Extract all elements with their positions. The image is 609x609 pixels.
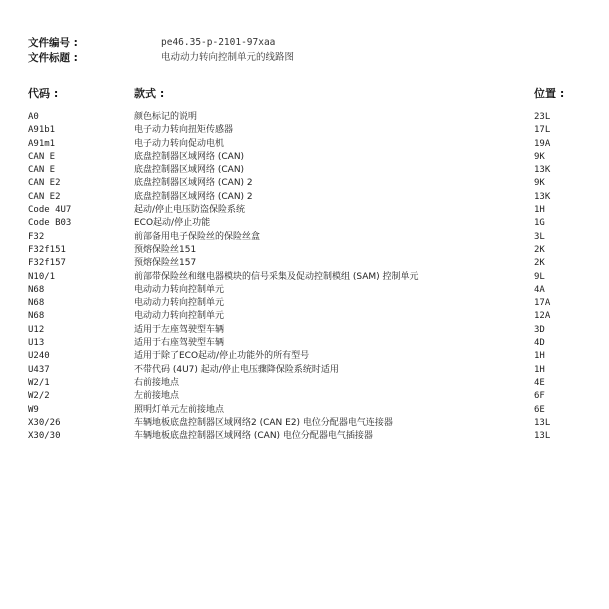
row-position: 3D — [534, 324, 545, 335]
row-description: 底盘控制器区域网络 (CAN) 2 — [134, 178, 253, 189]
row-description: 电动动力转向控制单元 — [134, 284, 225, 295]
row-description: 预熔保险丝151 — [134, 244, 197, 255]
row-description: ECO起动/停止功能 — [134, 218, 211, 229]
row-position: 13K — [534, 165, 551, 176]
row-code: CAN E — [28, 165, 56, 176]
row-code: F32f151 — [28, 244, 66, 255]
row-position: 4E — [534, 377, 545, 388]
row-position: 9K — [534, 178, 545, 189]
row-code: W9 — [28, 404, 39, 415]
row-code: U12 — [28, 324, 45, 335]
row-code: N68 — [28, 311, 45, 322]
row-position: 12A — [534, 311, 551, 322]
doc-number-label: 文件编号 : — [28, 37, 78, 49]
row-code: N68 — [28, 298, 45, 309]
table-row — [28, 324, 581, 337]
row-code: Code 4U7 — [28, 205, 72, 216]
table-row — [28, 191, 581, 204]
row-position: 2K — [534, 244, 545, 255]
doc-title-label: 文件标题 : — [28, 52, 78, 64]
header-position: 位置 : — [534, 87, 565, 100]
row-position: 3L — [534, 231, 545, 242]
row-position: 17L — [534, 125, 551, 136]
row-code: N10/1 — [28, 271, 56, 282]
doc-title-value: 电动动力转向控制单元的线路图 — [161, 52, 295, 63]
row-description: 起动/停止电压防盗保险系统 — [134, 205, 246, 216]
row-position: 9K — [534, 151, 545, 162]
row-description: 前部备用电子保险丝的保险丝盒 — [134, 231, 261, 242]
row-position: 17A — [534, 298, 551, 309]
row-description: 适用于除了ECO起动/停止功能外的所有型号 — [134, 351, 310, 362]
row-code: W2/1 — [28, 377, 50, 388]
row-position: 13L — [534, 431, 551, 442]
row-position: 1H — [534, 364, 545, 375]
table-row — [28, 390, 581, 403]
row-description: 电子动力转向促动电机 — [134, 138, 225, 149]
row-code: A0 — [28, 112, 39, 122]
row-position: 19A — [534, 138, 551, 149]
table-header — [28, 85, 581, 101]
table-row — [28, 310, 581, 323]
table-row — [28, 177, 581, 190]
row-description: 车辆地板底盘控制器区域网络 (CAN) 电位分配器电气插接器 — [134, 431, 373, 442]
table-row — [28, 364, 581, 377]
row-description: 电动动力转向控制单元 — [134, 311, 225, 322]
header-description: 款式 : — [134, 87, 165, 100]
row-description: 颜色标记的说明 — [134, 112, 198, 122]
row-code: U13 — [28, 338, 45, 349]
row-code: A91b1 — [28, 125, 56, 136]
row-position: 1G — [534, 218, 545, 229]
table-row — [28, 257, 581, 270]
table-row — [28, 217, 581, 230]
row-position: 1H — [534, 205, 545, 216]
row-position: 23L — [534, 112, 551, 122]
row-code: X30/26 — [28, 417, 61, 428]
doc-number-value: pe46.35-p-2101-97xaa — [161, 37, 276, 48]
header-code: 代码 : — [28, 87, 59, 100]
table-row — [28, 138, 581, 151]
row-code: CAN E2 — [28, 191, 61, 202]
table-row — [28, 377, 581, 390]
table-row — [28, 350, 581, 363]
table-row — [28, 297, 581, 310]
row-description: 预熔保险丝157 — [134, 258, 197, 269]
row-description: 不带代码 (4U7) 起动/停止电压骤降保险系统时适用 — [134, 364, 339, 375]
row-position: 6E — [534, 404, 545, 415]
table-row — [28, 244, 581, 257]
row-description: 电动动力转向控制单元 — [134, 298, 225, 309]
row-code: F32 — [28, 231, 45, 242]
table-row — [28, 404, 581, 417]
row-description: 左前接地点 — [134, 391, 180, 402]
table-row — [28, 204, 581, 217]
row-description: 照明灯单元左前接地点 — [134, 404, 225, 415]
row-code: N68 — [28, 284, 45, 295]
row-code: CAN E2 — [28, 178, 61, 189]
row-code: U240 — [28, 351, 50, 362]
row-position: 9L — [534, 271, 545, 282]
table-row — [28, 231, 581, 244]
row-code: CAN E — [28, 151, 56, 162]
row-description: 底盘控制器区域网络 (CAN) — [134, 165, 245, 176]
row-position: 13K — [534, 191, 551, 202]
row-code: W2/2 — [28, 391, 50, 402]
table-row — [28, 124, 581, 137]
table-row — [28, 151, 581, 164]
row-position: 1H — [534, 351, 545, 362]
row-description: 适用于左座驾驶型车辆 — [134, 324, 225, 335]
row-code: U437 — [28, 364, 50, 375]
table-row — [28, 271, 581, 284]
table-row — [28, 430, 581, 443]
row-code: A91m1 — [28, 138, 56, 149]
row-description: 车辆地板底盘控制器区域网络2 (CAN E2) 电位分配器电气连接器 — [134, 417, 393, 428]
row-position: 6F — [534, 391, 545, 402]
table-row — [28, 164, 581, 177]
table-row — [28, 417, 581, 430]
table-row — [28, 284, 581, 297]
row-position: 4D — [534, 338, 545, 349]
component-list — [28, 111, 581, 443]
row-code: Code B03 — [28, 218, 72, 229]
row-description: 底盘控制器区域网络 (CAN) — [134, 151, 245, 162]
row-code: X30/30 — [28, 431, 61, 442]
row-code: F32f157 — [28, 258, 66, 269]
row-description: 前部带保险丝和继电器模块的信号采集及促动控制模组 (SAM) 控制单元 — [134, 271, 419, 282]
row-description: 底盘控制器区域网络 (CAN) 2 — [134, 191, 253, 202]
row-description: 适用于右座驾驶型车辆 — [134, 338, 225, 349]
table-row — [28, 337, 581, 350]
row-description: 电子动力转向扭矩传感器 — [134, 125, 234, 136]
row-position: 4A — [534, 284, 545, 295]
table-row — [28, 111, 581, 124]
row-position: 13L — [534, 417, 551, 428]
row-position: 2K — [534, 258, 545, 269]
row-description: 右前接地点 — [134, 377, 180, 388]
